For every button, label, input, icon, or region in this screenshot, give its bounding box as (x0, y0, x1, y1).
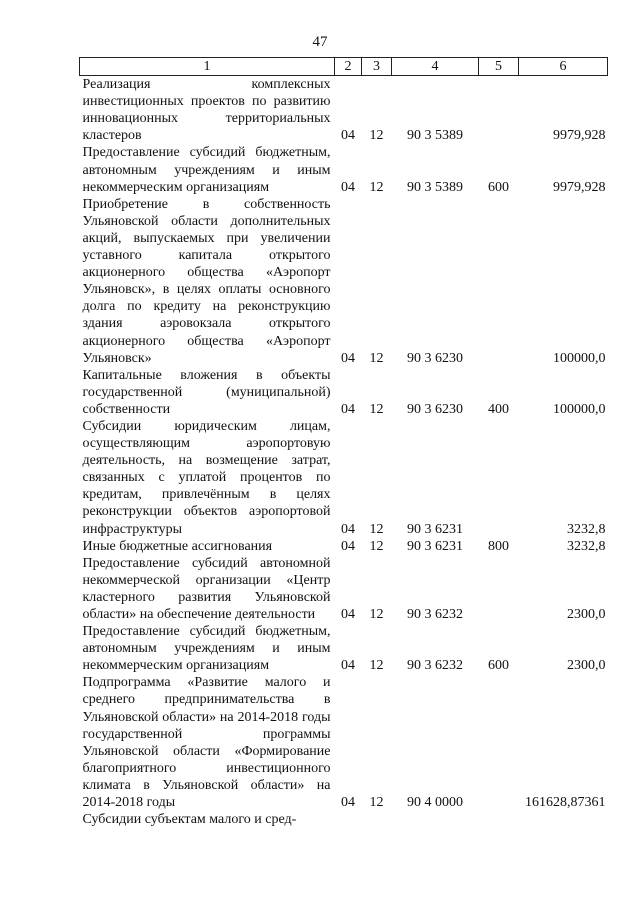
table-row (80, 367, 608, 418)
target-article-code: 90 3 6232 (407, 658, 463, 674)
table-row (80, 555, 608, 623)
expense-type-code (479, 555, 519, 623)
header-col-1: 1 (80, 58, 335, 76)
table-row (80, 144, 608, 195)
section-code: 04 (341, 179, 355, 195)
table-row (80, 196, 608, 367)
amount (519, 811, 608, 828)
subsection-code: 12 (369, 128, 384, 144)
page-number: 47 (312, 34, 328, 50)
item-name: Капитальные вложения в объекты государственной (муниципальной) собственности (82, 367, 331, 417)
item-name: Субсидии субъектам малого и сред- (82, 812, 297, 828)
item-name: Субсидии юридическим лицам, осуществляющим аэропортовую деятельность, на возмещение затрат, связанных с уплатой процентов по кредитам, привлечённым в целях реконструкции объектов аэропортовой инфраструктуры (82, 418, 331, 537)
table-row (80, 674, 608, 811)
amount: 9979,928 (553, 128, 606, 144)
table-row (80, 623, 608, 674)
amount: 2300,0 (567, 607, 606, 622)
target-article-code: 90 3 6230 (407, 401, 463, 417)
expense-type-code: 600 (488, 658, 509, 674)
header-col-5: 5 (479, 58, 519, 76)
section-code: 04 (341, 401, 355, 417)
amount: 2300,0 (567, 658, 606, 674)
item-name: Реализация комплексных инвестиционных проектов по развитию инновационных территориальных кластеров (82, 77, 331, 144)
amount: 161628,87361 (525, 795, 606, 811)
target-article-code (392, 811, 479, 828)
subsection-code: 12 (369, 658, 384, 674)
item-name: Приобретение в собственность Ульяновской области дополнительных акций, выпускаемых при увеличении уставного капитала открытого акционерного общества «Аэропорт Ульяновск», в целях оплаты основного долга по кредиту на реконструкцию здания аэровокзала открытого акционерного общества «Аэропорт Ульяновск» (82, 196, 331, 366)
expense-type-code (479, 418, 519, 538)
table-row (80, 811, 608, 828)
amount: 100000,0 (553, 350, 606, 366)
expense-type-code: 400 (488, 401, 509, 417)
target-article-code: 90 3 6231 (407, 521, 463, 537)
amount: 3232,8 (567, 538, 606, 554)
target-article-code: 90 3 5389 (407, 179, 463, 195)
table-row (80, 418, 608, 538)
amount: 3232,8 (567, 521, 606, 537)
target-article-code: 90 3 6232 (407, 607, 463, 622)
header-col-6: 6 (519, 58, 608, 76)
expense-type-code (479, 674, 519, 811)
target-article-code: 90 4 0000 (407, 795, 463, 811)
section-code: 04 (341, 128, 355, 144)
table-header-row (80, 58, 608, 76)
section-code: 04 (341, 658, 355, 674)
section-code: 04 (341, 521, 355, 537)
table-row (80, 76, 608, 145)
target-article-code: 90 3 6230 (407, 350, 463, 366)
header-col-2: 2 (335, 58, 362, 76)
header-col-4: 4 (392, 58, 479, 76)
item-name: Иные бюджетные ассигнования (82, 538, 273, 554)
item-name: Предоставление субсидий бюджетным, автономным учреждениям и иным некоммерческим организациям (82, 624, 331, 674)
subsection-code: 12 (369, 350, 384, 366)
target-article-code: 90 3 6231 (407, 538, 463, 554)
subsection-code: 12 (369, 607, 384, 622)
table-row (80, 538, 608, 555)
subsection-code: 12 (369, 538, 384, 554)
subsection-code: 12 (369, 521, 384, 537)
budget-table (79, 57, 608, 828)
section-code (335, 811, 362, 828)
amount: 9979,928 (553, 179, 606, 195)
amount: 100000,0 (553, 401, 606, 417)
expense-type-code (479, 196, 519, 367)
item-name: Предоставление субсидий бюджетным, автономным учреждениям и иным некоммерческим организациям (82, 145, 331, 195)
section-code: 04 (341, 538, 355, 554)
item-name: Предоставление субсидий автономной некоммерческой организации «Центр кластерного развития Ульяновской области» на обеспечение деятельности (82, 555, 331, 622)
header-col-3: 3 (362, 58, 392, 76)
expense-type-code: 800 (488, 538, 509, 554)
target-article-code: 90 3 5389 (407, 128, 463, 144)
expense-type-code: 600 (488, 179, 509, 195)
item-name: Подпрограмма «Развитие малого и среднего предпринимательства в Ульяновской области» на 2014-2018 годы государственной программы Ульяновской области «Формирование благоприятного инвестиционного климата в Ульяновской области» на 2014-2018 годы (82, 675, 331, 811)
expense-type-code (479, 76, 519, 145)
subsection-code: 12 (369, 795, 384, 811)
section-code: 04 (341, 350, 355, 366)
subsection-code: 12 (369, 179, 384, 195)
subsection-code: 12 (369, 401, 384, 417)
section-code: 04 (341, 607, 355, 622)
expense-type-code (479, 811, 519, 828)
section-code: 04 (341, 795, 355, 811)
subsection-code (362, 811, 392, 828)
